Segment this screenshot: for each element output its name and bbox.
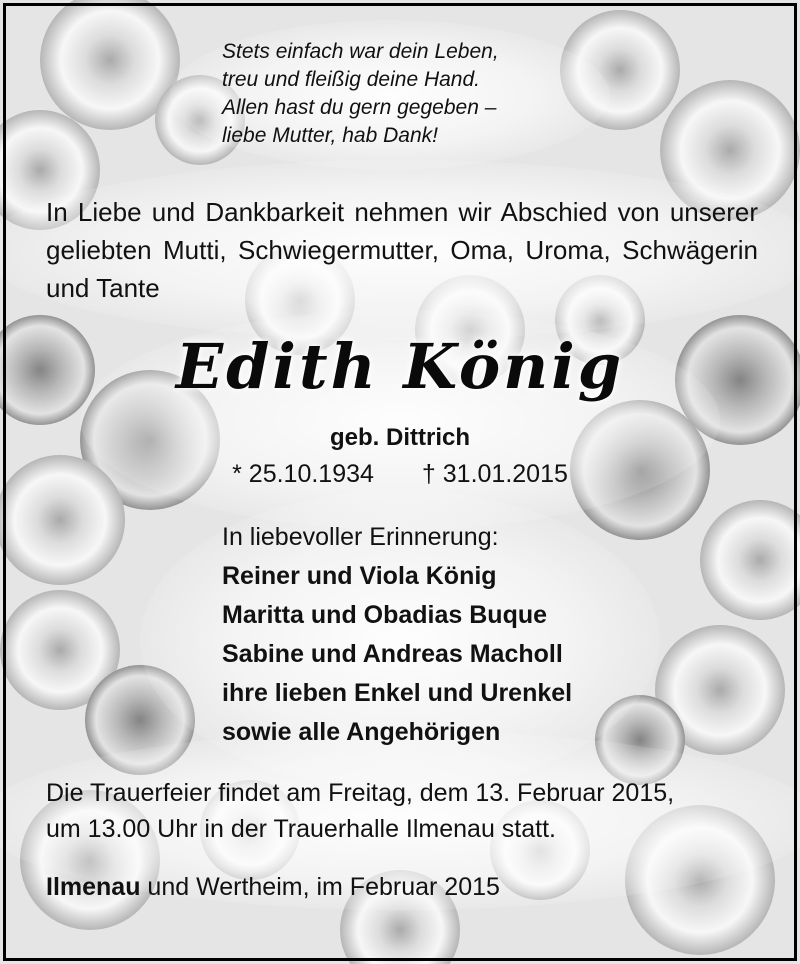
place-rest: und Wertheim, im Februar 2015 [140, 873, 500, 901]
poem-line: Allen hast du gern gegeben – [222, 96, 497, 119]
deceased-name: Edith König [175, 330, 625, 403]
mourner-line: ihre lieben Enkel und Urenkel [222, 679, 573, 707]
mourner-line: sowie alle Angehörigen [222, 718, 501, 746]
poem-line: Stets einfach war dein Leben, [222, 40, 499, 63]
poem [222, 38, 552, 150]
poem-line: treu und fleißig deine Hand. [222, 68, 480, 91]
mourners-heading: In liebevoller Erinnerung: [222, 523, 499, 551]
mourner-line: Sabine und Andreas Macholl [222, 640, 563, 668]
funeral-line: um 13.00 Uhr in der Trauerhalle Ilmenau statt. [46, 815, 556, 843]
funeral-line: Die Trauerfeier findet am Freitag, dem 13. Februar 2015, [46, 779, 675, 807]
place-bold: Ilmenau [46, 873, 141, 901]
death-date: † 31.01.2015 [421, 460, 568, 488]
mourner-line: Maritta und Obadias Buque [222, 601, 548, 629]
poem-line: liebe Mutter, hab Dank! [222, 124, 438, 147]
mourners-block [222, 518, 702, 752]
place-date [46, 873, 766, 902]
birth-date: * 25.10.1934 [232, 460, 374, 488]
intro-text: In Liebe und Dankbarkeit nehmen wir Abschied von unserer geliebten Mutti, Schwiegermutter, Oma, Uroma, Schwägerin und Tante [46, 197, 758, 303]
maiden-name: geb. Dittrich [329, 424, 470, 451]
life-dates [0, 460, 800, 489]
funeral-info [46, 775, 766, 847]
mourner-line: Reiner und Viola König [222, 562, 497, 590]
